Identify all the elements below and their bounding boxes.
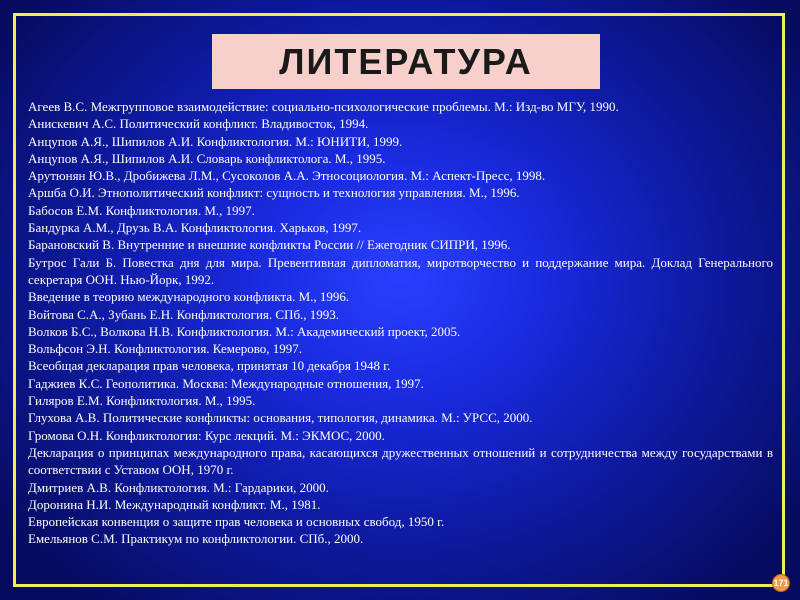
reference-item: Анцупов А.Я., Шипилов А.И. Словарь конфликтолога. М., 1995. — [28, 150, 386, 166]
page-title: ЛИТЕРАТУРА — [279, 40, 533, 82]
reference-item: Громова О.Н. Конфликтология: Курс лекций. М.: ЭКМОС, 2000. — [28, 427, 385, 443]
title-box — [212, 34, 600, 89]
reference-item: Декларация о принципах международного права, касающихся дружественных отношений и сотрудничества между государствами в соответствии с Уставом ООН, 1970 г. — [28, 444, 773, 478]
reference-item: Арутюнян Ю.В., Дробижева Л.М., Сусоколов А.А. Этносоциология. М.: Аспект-Пресс, 1998. — [28, 168, 546, 184]
reference-item: Всеобщая декларация прав человека, принятая 10 декабря 1948 г. — [28, 358, 391, 374]
reference-item: Гиляров Е.М. Конфликтология. М., 1995. — [28, 393, 256, 409]
reference-item: Доронина Н.И. Международный конфликт. М., 1981. — [28, 496, 321, 512]
reference-list — [28, 98, 773, 548]
reference-item: Дмитриев А.В. Конфликтология. М.: Гардарики, 2000. — [28, 479, 329, 495]
reference-item: Бабосов Е.М. Конфликтология. М., 1997. — [28, 202, 255, 218]
reference-item: Глухова А.В. Политические конфликты: основания, типология, динамика. М.: УРСС, 2000. — [28, 410, 533, 426]
page-number: 171 — [773, 578, 789, 588]
reference-item: Волков Б.С., Волкова Н.В. Конфликтология. М.: Академический проект, 2005. — [28, 323, 461, 339]
reference-item: Войтова С.А., Зубань Е.Н. Конфликтология. СПб., 1993. — [28, 306, 340, 322]
reference-item: Анискевич А.С. Политический конфликт. Владивосток, 1994. — [28, 116, 369, 132]
reference-item: Анцупов А.Я., Шипилов А.И. Конфликтология. М.: ЮНИТИ, 1999. — [28, 133, 403, 149]
page-number-badge — [772, 574, 790, 592]
reference-item: Вольфсон Э.Н. Конфликтология. Кемерово, 1997. — [28, 341, 303, 357]
reference-item: Аршба О.И. Этнополитический конфликт: сущность и технология управления. М., 1996. — [28, 185, 520, 201]
reference-item: Введение в теорию международного конфликта. М., 1996. — [28, 289, 350, 305]
reference-item: Агеев В.С. Межгрупповое взаимодействие: социально-психологические проблемы. М.: Изд-во МГУ, 1990. — [28, 99, 619, 114]
reference-item: Гаджиев К.С. Геополитика. Москва: Международные отношения, 1997. — [28, 375, 424, 391]
reference-item: Емельянов С.М. Практикум по конфликтологии. СПб., 2000. — [28, 531, 364, 547]
reference-item: Европейская конвенция о защите прав человека и основных свобод, 1950 г. — [28, 514, 445, 530]
reference-item: Барановский В. Внутренние и внешние конфликты России // Ежегодник СИПРИ, 1996. — [28, 237, 511, 253]
reference-item: Бутрос Гали Б. Повестка дня для мира. Превентивная дипломатия, миротворчество и поддержание мира. Доклад Генерального секретаря ООН. Нью-Йорк, 1992. — [28, 254, 773, 287]
reference-item: Бандурка А.М., Друзь В.А. Конфликтология. Харьков, 1997. — [28, 220, 362, 236]
